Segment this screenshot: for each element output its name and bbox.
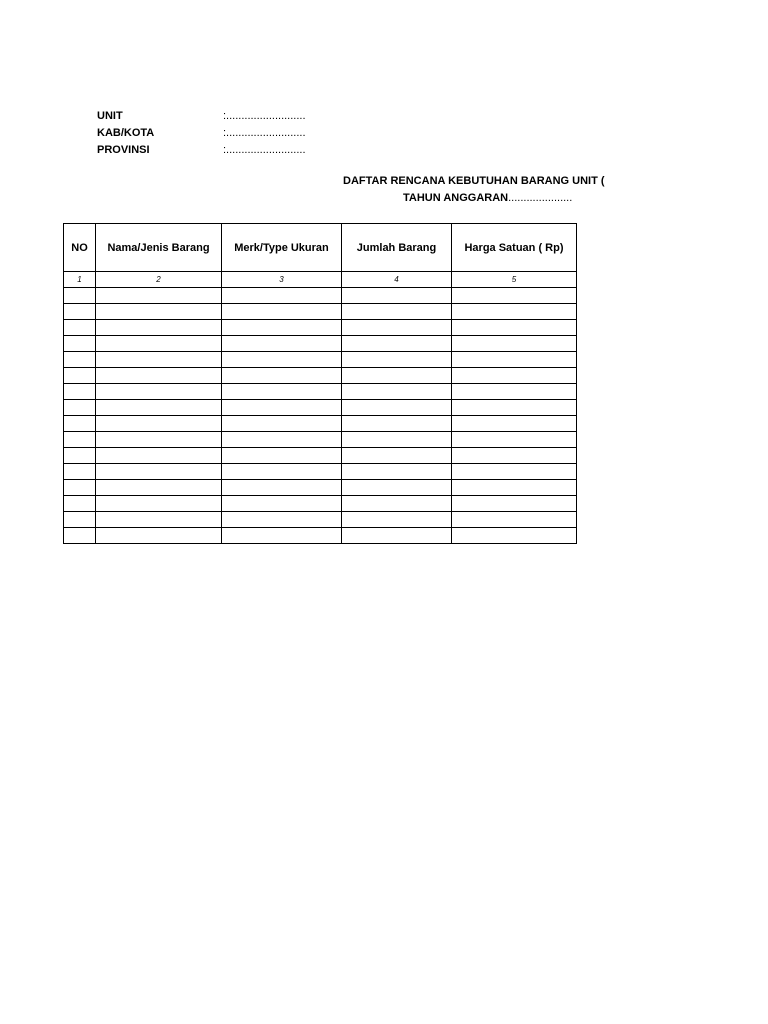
kab-kota-row [97,125,306,142]
table-row [64,480,577,496]
table-cell [96,320,222,336]
table-cell [222,336,342,352]
table-cell [342,464,452,480]
kab-kota-label: KAB/KOTA [97,127,155,139]
table-cell [452,304,577,320]
kab-kota-value: :.......................... [223,127,306,139]
table-cell [64,432,96,448]
table-cell [64,304,96,320]
document-title: DAFTAR RENCANA KEBUTUHAN BARANG UNIT ( [343,175,605,187]
column-number: 2 [96,272,222,288]
table-cell [96,528,222,544]
table-row [64,432,577,448]
table-row [64,400,577,416]
table-cell [452,336,577,352]
table-cell [342,304,452,320]
table-row [64,464,577,480]
table-cell [96,384,222,400]
table-cell [222,368,342,384]
table-cell [222,464,342,480]
table-row [64,320,577,336]
table-cell [96,432,222,448]
column-header-unit-price: Harga Satuan ( Rp) [452,224,577,272]
table-cell [342,528,452,544]
table-cell [64,384,96,400]
table-cell [452,528,577,544]
table-cell [452,416,577,432]
column-header-brand-type: Merk/Type Ukuran [222,224,342,272]
column-number-row [64,272,577,288]
table-cell [342,400,452,416]
table-cell [222,304,342,320]
table-cell [342,288,452,304]
table-cell [222,480,342,496]
table-cell [452,464,577,480]
table-row [64,496,577,512]
budget-year-value: ..................... [508,192,573,204]
table-header-row [64,224,577,272]
table-cell [222,448,342,464]
table-row [64,512,577,528]
table-cell [342,368,452,384]
unit-row [97,108,306,125]
table-row [64,416,577,432]
table-cell [64,496,96,512]
table-cell [222,416,342,432]
column-header-no: NO [64,224,96,272]
table-cell [452,400,577,416]
unit-label: UNIT [97,110,123,122]
table-cell [452,368,577,384]
table-cell [342,352,452,368]
table-cell [222,528,342,544]
table-row [64,368,577,384]
table-row [64,288,577,304]
table-cell [96,480,222,496]
table-cell [342,512,452,528]
table-cell [64,512,96,528]
table-cell [452,448,577,464]
provinsi-label: PROVINSI [97,144,150,156]
column-header-item-name: Nama/Jenis Barang [96,224,222,272]
table-cell [222,400,342,416]
table-cell [64,416,96,432]
column-number: 1 [64,272,96,288]
table-cell [64,320,96,336]
table-cell [342,496,452,512]
table-cell [452,512,577,528]
table-cell [342,432,452,448]
table-cell [222,352,342,368]
table-cell [342,416,452,432]
table-cell [342,384,452,400]
table-cell [452,288,577,304]
table-cell [452,352,577,368]
table-cell [64,464,96,480]
table-cell [64,480,96,496]
table-cell [452,384,577,400]
table-cell [452,432,577,448]
requirements-table [63,223,577,544]
table-cell [96,352,222,368]
table-cell [96,512,222,528]
table-cell [222,496,342,512]
table-row [64,528,577,544]
budget-year-line [403,192,572,204]
table-cell [222,288,342,304]
table-cell [96,496,222,512]
table-cell [64,448,96,464]
table-cell [342,320,452,336]
table-cell [64,336,96,352]
table-cell [96,416,222,432]
column-header-quantity: Jumlah Barang [342,224,452,272]
column-number: 5 [452,272,577,288]
table-cell [96,368,222,384]
table-cell [452,496,577,512]
table-row [64,304,577,320]
table-cell [64,368,96,384]
table-cell [452,480,577,496]
table-row [64,336,577,352]
provinsi-row [97,142,306,159]
table-cell [64,400,96,416]
table-cell [96,448,222,464]
table-cell [222,384,342,400]
table-cell [96,464,222,480]
table-cell [452,320,577,336]
header-fields [97,108,306,159]
table-row [64,352,577,368]
budget-year-label: TAHUN ANGGARAN [403,192,509,204]
table-cell [222,320,342,336]
provinsi-value: :.......................... [223,144,306,156]
column-number: 3 [222,272,342,288]
column-number: 4 [342,272,452,288]
table-cell [96,400,222,416]
table-cell [96,336,222,352]
table-cell [342,448,452,464]
table-cell [342,336,452,352]
table-cell [64,352,96,368]
table-cell [64,528,96,544]
unit-value: :.......................... [223,110,306,122]
table-row [64,448,577,464]
table-cell [222,512,342,528]
table-cell [96,304,222,320]
table-cell [64,288,96,304]
table-cell [342,480,452,496]
table-cell [222,432,342,448]
table-cell [96,288,222,304]
table-row [64,384,577,400]
